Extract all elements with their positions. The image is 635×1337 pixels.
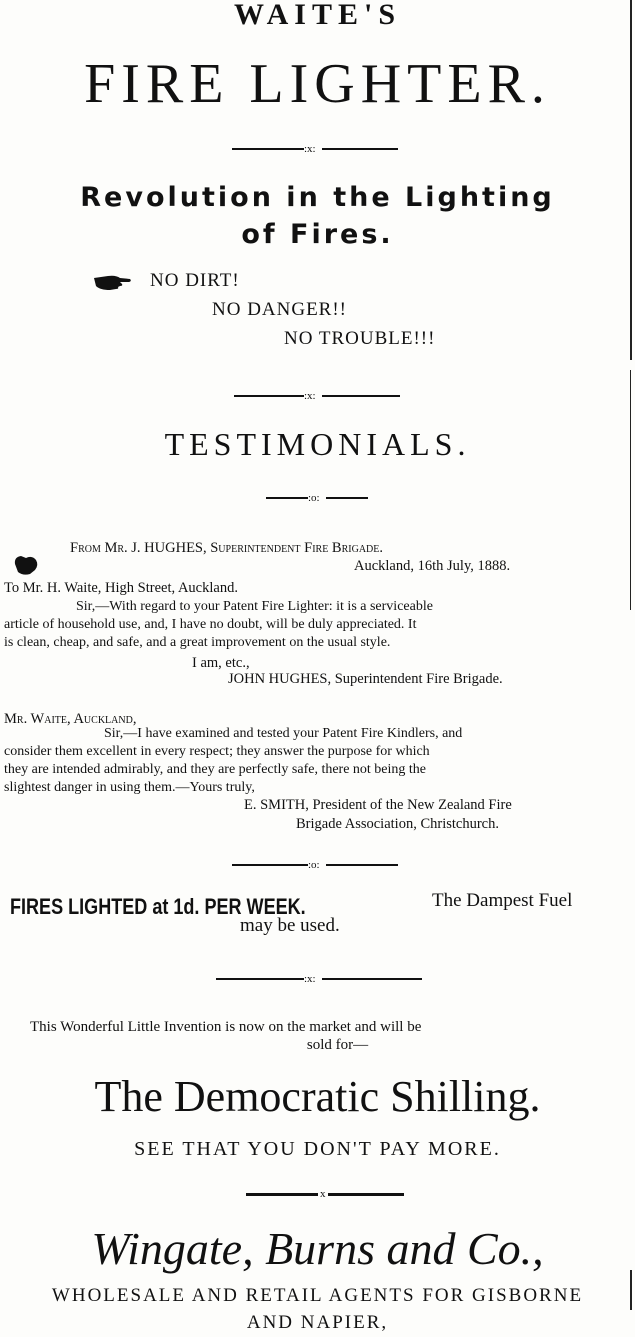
column-rule <box>630 0 632 360</box>
divider-rule <box>322 978 422 980</box>
testimonial-closing: I am, etc., <box>192 655 250 671</box>
agent-line-1: WHOLESALE AND RETAIL AGENTS FOR GISBORNE <box>51 1285 584 1306</box>
testimonial-body-line: Sir,—With regard to your Patent Fire Lighter: it is a serviceable <box>76 599 433 614</box>
may-be-used: may be used. <box>240 915 340 936</box>
testimonial-place-date: Auckland, 16th July, 1888. <box>354 558 511 574</box>
testimonial-from: From Mr. J. HUGHES, Superintendent Fire Brigade. <box>70 540 384 556</box>
dampest-fuel: The Dampest Fuel <box>432 890 573 911</box>
pointing-hand-icon <box>12 554 40 576</box>
agent-line-2: AND NAPIER, <box>246 1312 389 1333</box>
sale-intro-2: sold for— <box>306 1037 369 1053</box>
testimonial-to: Mr. Waite, Auckland, <box>4 711 137 727</box>
testimonial-signature: E. SMITH, President of the New Zealand Fire <box>244 797 512 813</box>
testimonials-heading: TESTIMONIALS. <box>164 426 471 462</box>
testimonial-body-line: Sir,—I have examined and tested your Patent Fire Kindlers, and <box>104 726 463 741</box>
brand-possessive: WAITE'S <box>233 0 402 31</box>
divider-mark: :x: <box>304 143 316 155</box>
sale-intro: This Wonderful Little Invention is now on the market and will be <box>30 1019 422 1035</box>
divider-rule <box>328 1193 404 1196</box>
divider-rule <box>246 1193 318 1196</box>
divider-rule <box>326 864 398 866</box>
divider-rule <box>216 978 304 980</box>
divider-mark: x <box>320 1188 326 1200</box>
testimonial-body-line: is clean, cheap, and safe, and a great improvement on the usual style. <box>4 635 391 650</box>
divider-rule <box>232 148 304 150</box>
testimonial-body-line: slightest danger in using them.—Yours truly, <box>4 780 255 795</box>
divider-rule <box>234 395 304 397</box>
pointing-hand-icon <box>92 272 132 292</box>
divider-mark: :x: <box>304 973 316 985</box>
testimonial-to: To Mr. H. Waite, High Street, Auckland. <box>4 580 238 596</box>
headline-line1: Revolution in the Lighting <box>80 182 555 213</box>
slogan-no-dirt: NO DIRT! <box>150 270 240 291</box>
column-rule <box>630 1270 632 1310</box>
divider-mark: :x: <box>304 390 316 402</box>
testimonial-signature: Brigade Association, Christchurch. <box>296 816 499 832</box>
agent-name: Wingate, Burns and Co., <box>91 1223 544 1274</box>
headline-line2: of Fires. <box>241 219 394 250</box>
slogan-no-danger: NO DANGER!! <box>212 299 348 320</box>
divider-mark: :o: <box>308 859 320 871</box>
testimonial-body-line: they are intended admirably, and they are perfectly safe, there not being the <box>4 762 427 777</box>
testimonial-body-line: consider them excellent in every respect; they answer the purpose for which <box>4 744 430 759</box>
price-warning: SEE THAT YOU DON'T PAY MORE. <box>134 1138 501 1160</box>
testimonial-body-line: article of household use, and, I have no doubt, will be duly appreciated. It <box>4 617 417 632</box>
divider-rule <box>326 497 368 499</box>
testimonial-signature: JOHN HUGHES, Superintendent Fire Brigade. <box>228 671 503 687</box>
column-rule <box>630 370 631 610</box>
divider-mark: :o: <box>308 492 320 504</box>
price-headline: The Democratic Shilling. <box>94 1072 541 1121</box>
divider-rule <box>322 395 400 397</box>
divider-rule <box>232 864 308 866</box>
divider-rule <box>322 148 398 150</box>
fires-lighted-text: FIRES LIGHTED at 1d. PER WEEK. <box>10 894 306 919</box>
divider-rule <box>266 497 308 499</box>
slogan-no-trouble: NO TROUBLE!!! <box>284 328 436 349</box>
product-title: FIRE LIGHTER. <box>84 53 551 115</box>
